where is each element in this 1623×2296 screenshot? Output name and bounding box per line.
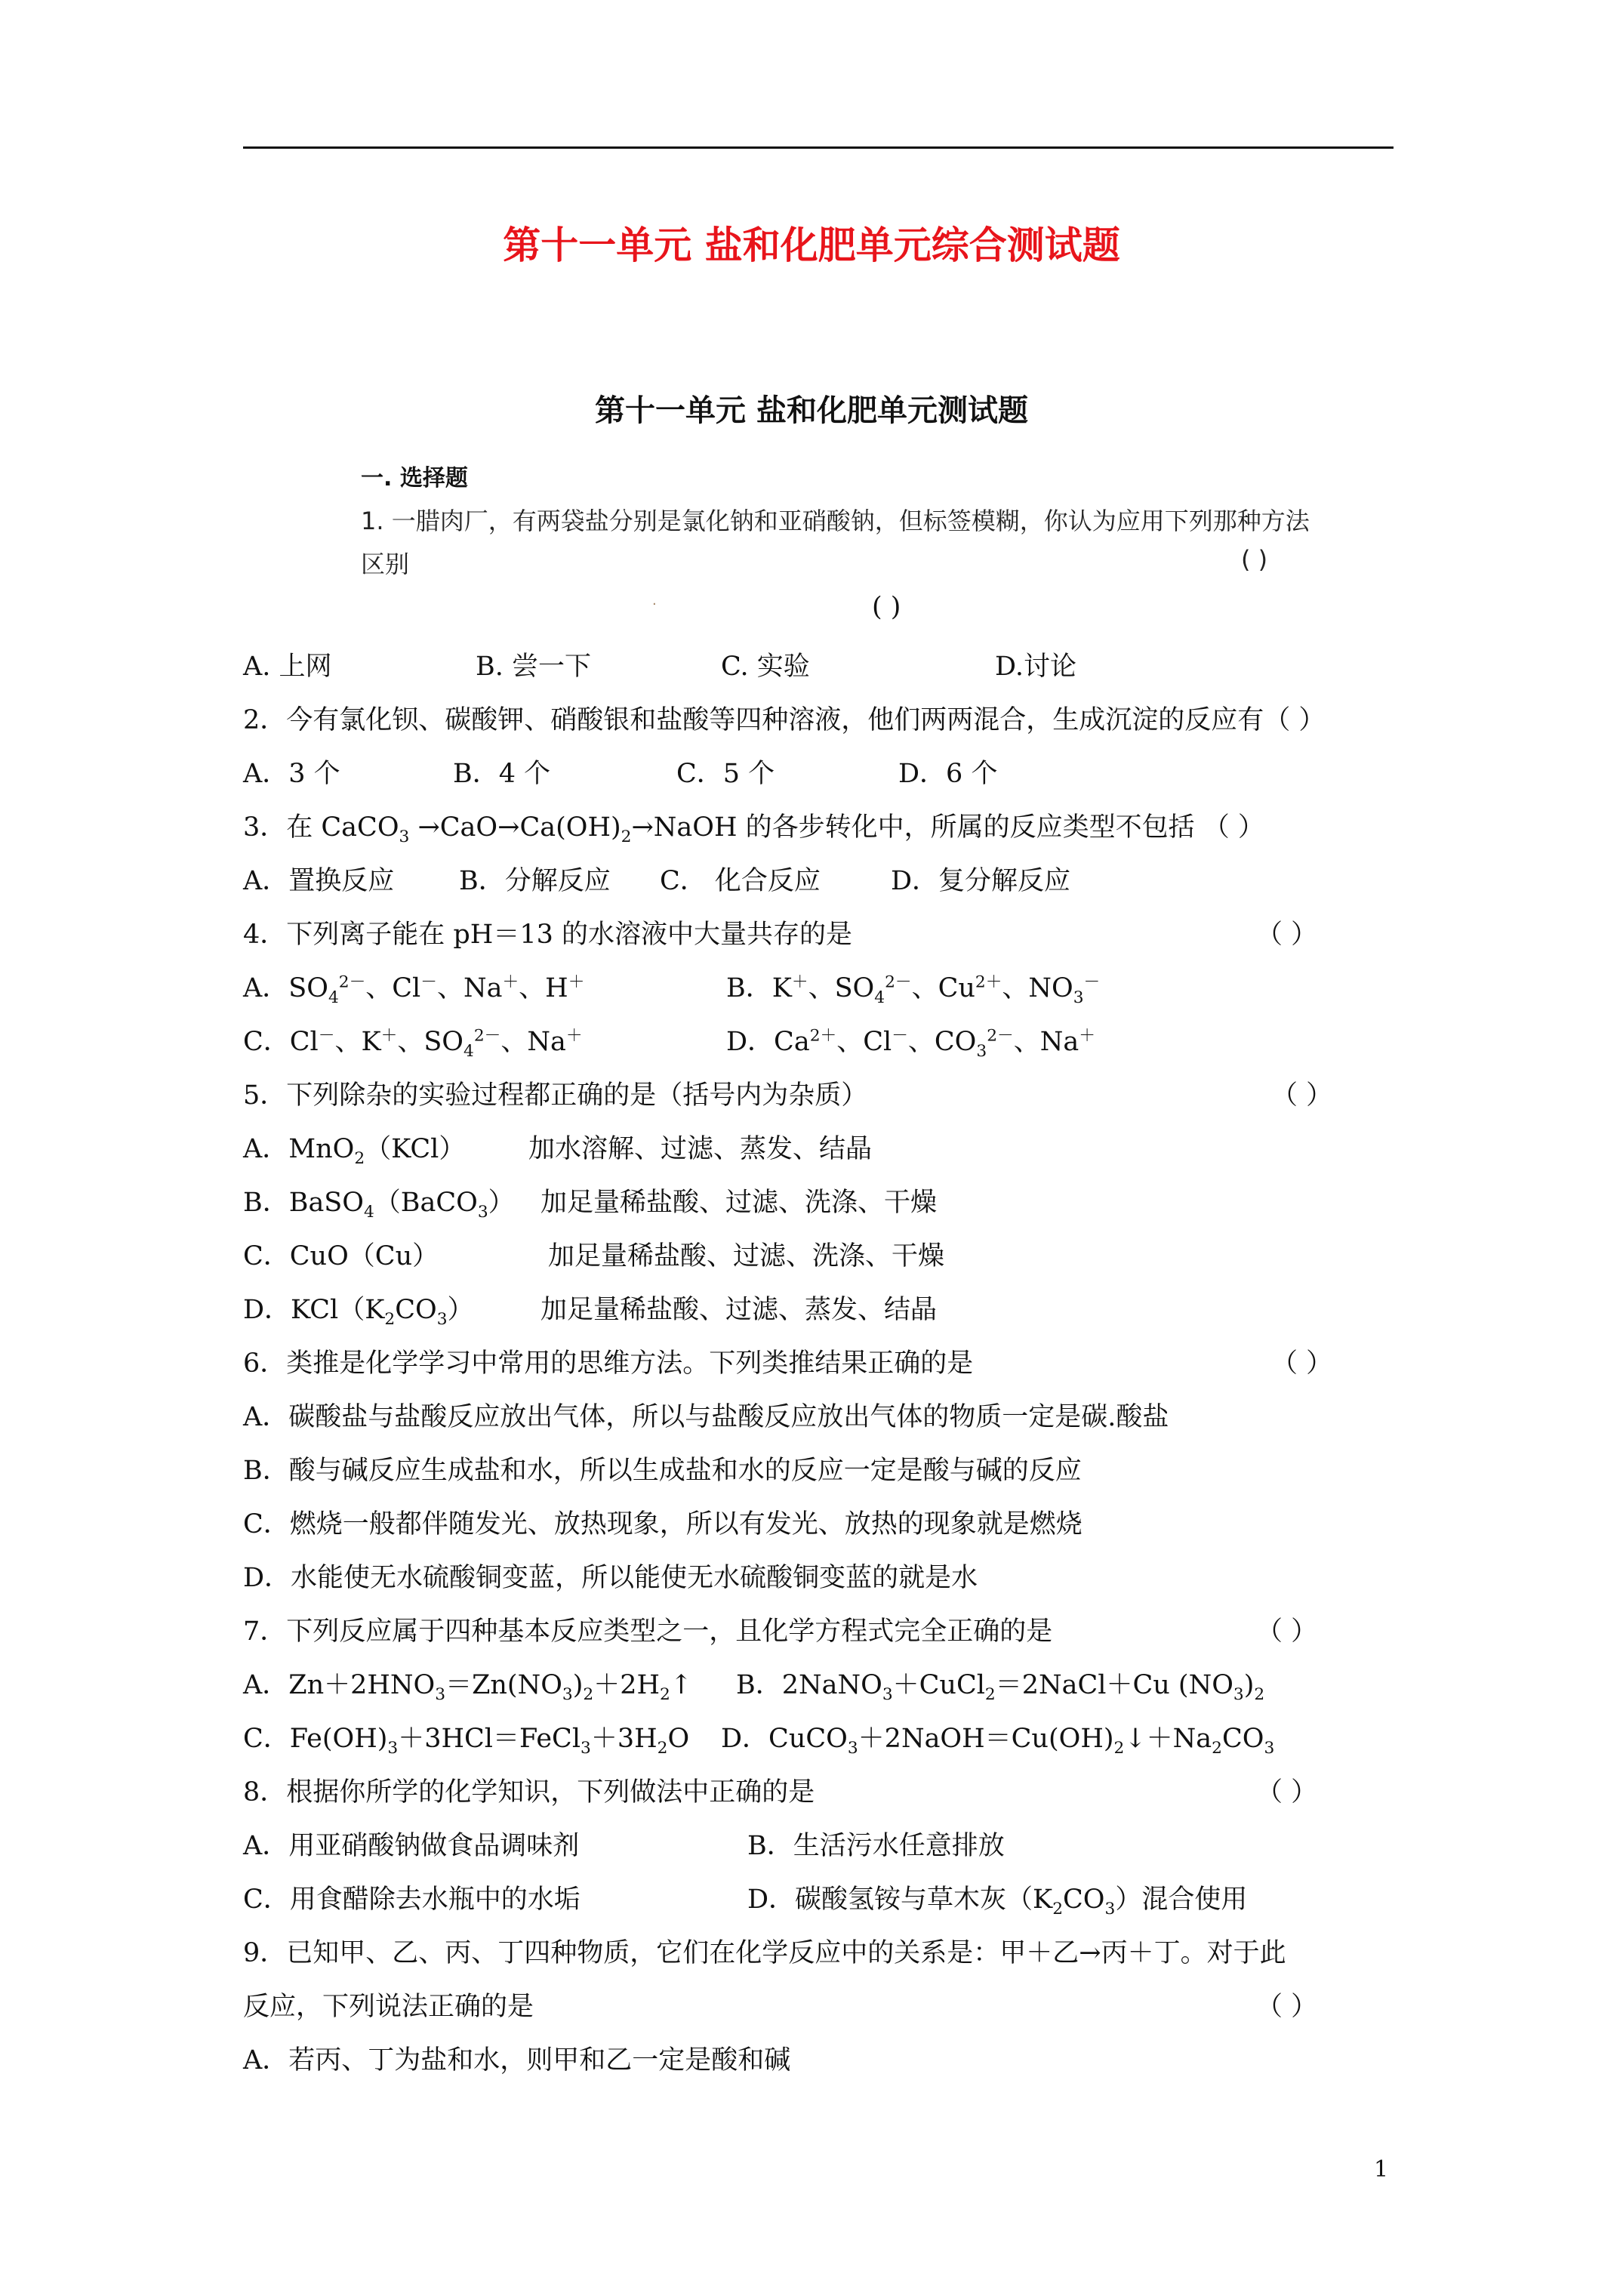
q7-option-d: D．$CuCO_3+2NaOH=Cu(OH)_2↓+Na_2CO_3$ xyxy=(721,1724,1275,1758)
q9-answer-paren: （ ） xyxy=(1256,1992,1318,2022)
q5-option-d-method: 加足量稀盐酸、过滤、蒸发、结晶 xyxy=(540,1295,938,1325)
q9-option-a: A．若丙、丁为盐和水，则甲和乙一定是酸和碱 xyxy=(243,2045,791,2076)
q8-option-d: D．碳酸氢铵与草木灰$(K_2CO_3)$混合使用 xyxy=(747,1885,1248,1918)
q4-option-d: D．$Ca^{2+}$、Cl－、$CO_3^{2-}$、Na＋ xyxy=(726,1026,1095,1061)
q2-option-b: B．4 个 xyxy=(453,759,551,789)
q5-stem: 5．下列除杂的实验过程都正确的是（括号内为杂质） xyxy=(243,1080,868,1111)
section-heading: 一. 选择题 xyxy=(361,465,468,492)
q6-option-d: D．水能使无水硫酸铜变蓝，所以能使无水硫酸铜变蓝的就是水 xyxy=(243,1563,978,1593)
q5-option-a-substance: A．MnO$_2$（KCl） xyxy=(243,1134,466,1168)
q8-option-b: B．生活污水任意排放 xyxy=(747,1831,1005,1861)
q4-option-c: C．Cl－、K＋、$SO_4^{2-}$、Na＋ xyxy=(243,1026,583,1061)
q1-option-a: A. 上网 xyxy=(243,652,332,682)
q4-stem: 4．下列离子能在 pH＝13 的水溶液中大量共存的是 xyxy=(243,920,852,950)
q6-option-a: A．碳酸盐与盐酸反应放出气体，所以与盐酸反应放出气体的物质一定是碳.酸盐 xyxy=(243,1402,1169,1432)
q5-option-d-substance: D．$KCl(K_2CO_3)$ xyxy=(243,1295,474,1329)
q3-option-b: B．分解反应 xyxy=(459,866,611,896)
q9-stem-line2: 反应，下列说法正确的是 xyxy=(243,1992,534,2022)
q5-option-b-method: 加足量稀盐酸、过滤、洗涤、干燥 xyxy=(540,1188,938,1218)
q5-answer-paren: （ ） xyxy=(1271,1080,1333,1111)
q6-stem: 6．类推是化学学习中常用的思维方法。下列类推结果正确的是 xyxy=(243,1348,974,1379)
q1-stem-line2: 区别 xyxy=(361,550,410,578)
q8-answer-paren: （ ） xyxy=(1256,1777,1318,1808)
q7-option-a: A．$Zn+2HNO_3=Zn(NO_3)_2+2H_2↑$ xyxy=(243,1670,693,1704)
q3-option-d: D．复分解反应 xyxy=(891,866,1071,896)
q1-option-c: C. 实验 xyxy=(721,652,810,682)
q4-option-b: B．K＋、$SO_4^{2-}$、$Cu^{2+}$、$NO_3^-$ xyxy=(726,972,1101,1007)
q7-answer-paren: （ ） xyxy=(1256,1616,1318,1647)
q5-option-c-substance: C．CuO（Cu） xyxy=(243,1241,439,1271)
q7-option-c: C．$Fe(OH)_3+3HCl=FeCl_3+3H_2O$ xyxy=(243,1724,690,1758)
q5-option-b-substance: B．BaSO$_4$（BaCO$_3$） xyxy=(243,1188,515,1222)
q8-stem: 8．根据你所学的化学知识，下列做法中正确的是 xyxy=(243,1777,815,1808)
page-subtitle: 第十一单元 盐和化肥单元测试题 xyxy=(595,393,1028,428)
page-title: 第十一单元 盐和化肥单元综合测试题 xyxy=(503,223,1120,267)
q1-option-b: B. 尝一下 xyxy=(476,652,591,682)
q1-answer-paren-2: ( ) xyxy=(872,592,901,622)
q2-option-d: D．6 个 xyxy=(898,759,998,789)
q4-option-a: A．$SO_4^{2-}$、Cl－、Na＋、H＋ xyxy=(243,972,585,1007)
q6-option-c: C．燃烧一般都伴随发光、放热现象，所以有发光、放热的现象就是燃烧 xyxy=(243,1509,1083,1539)
q4-answer-paren: （ ） xyxy=(1256,920,1318,950)
q1-dot-mark: · xyxy=(652,596,657,612)
q1-stem-line1: 1. 一腊肉厂，有两袋盐分别是氯化钠和亚硝酸钠，但标签模糊，你认为应用下列那种方法 xyxy=(361,507,1310,535)
q3-stem: 3．在 CaCO$_3$ $\to CaO\to Ca(OH)_2\to NaOH$ 的各步转化中，所属的反应类型不包括 （ ） xyxy=(243,812,1264,846)
q8-option-c: C．用食醋除去水瓶中的水垢 xyxy=(243,1885,581,1915)
q7-option-b: B．2NaNO$_3$＋CuCl$_2$＝2NaCl＋Cu $(NO_3)_2$ xyxy=(736,1670,1265,1704)
q3-option-c: C． 化合反应 xyxy=(660,866,821,896)
q6-answer-paren: （ ） xyxy=(1271,1348,1333,1379)
q1-option-d: D.讨论 xyxy=(995,652,1076,682)
q3-option-a: A．置换反应 xyxy=(243,866,395,896)
header-rule xyxy=(243,146,1394,149)
q2-option-a: A．3 个 xyxy=(243,759,340,789)
page-number: 1 xyxy=(1374,2156,1389,2183)
q2-stem: 2．今有氯化钡、碳酸钾、硝酸银和盐酸等四种溶液，他们两两混合，生成沉淀的反应有（ ） xyxy=(243,705,1326,735)
q5-option-a-method: 加水溶解、过滤、蒸发、结晶 xyxy=(528,1134,873,1164)
q7-stem: 7．下列反应属于四种基本反应类型之一，且化学方程式完全正确的是 xyxy=(243,1616,1053,1647)
q8-option-a: A．用亚硝酸钠做食品调味剂 xyxy=(243,1831,580,1861)
q6-option-b: B．酸与碱反应生成盐和水，所以生成盐和水的反应一定是酸与碱的反应 xyxy=(243,1456,1082,1486)
q2-option-c: C．5 个 xyxy=(676,759,775,789)
q9-stem-line1: 9．已知甲、乙、丙、丁四种物质，它们在化学反应中的关系是：甲＋乙→丙＋丁。对于此 xyxy=(243,1938,1286,1968)
q1-answer-paren: ( ) xyxy=(1241,545,1268,574)
q5-option-c-method: 加足量稀盐酸、过滤、洗涤、干燥 xyxy=(548,1241,945,1271)
